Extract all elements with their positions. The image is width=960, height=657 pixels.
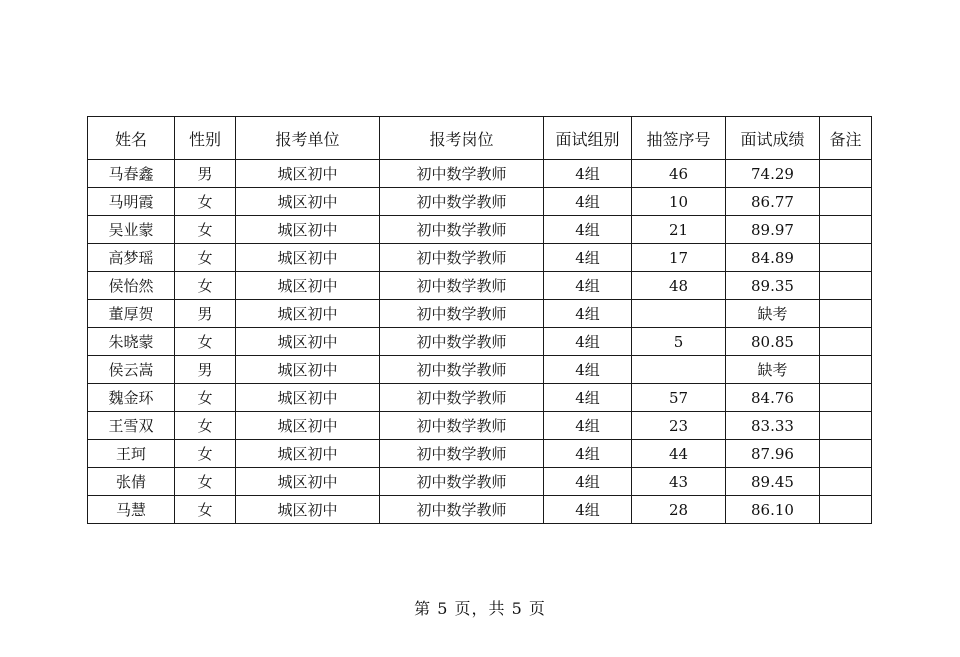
cell-position: 初中数学教师: [380, 160, 544, 188]
cell-group: 4组: [544, 412, 632, 440]
cell-score: 86.77: [726, 188, 820, 216]
cell-unit: 城区初中: [236, 216, 380, 244]
cell-draw-number: 21: [632, 216, 726, 244]
cell-score: 83.33: [726, 412, 820, 440]
cell-draw-number: 48: [632, 272, 726, 300]
cell-position: 初中数学教师: [380, 300, 544, 328]
cell-draw-number: 46: [632, 160, 726, 188]
cell-remarks: [820, 216, 872, 244]
cell-group: 4组: [544, 468, 632, 496]
cell-gender: 女: [175, 328, 236, 356]
cell-position: 初中数学教师: [380, 384, 544, 412]
table-row: [88, 356, 872, 384]
cell-draw-number: 43: [632, 468, 726, 496]
table-header-row: [88, 117, 872, 160]
cell-draw-number: 44: [632, 440, 726, 468]
cell-draw-number: [632, 300, 726, 328]
cell-group: 4组: [544, 272, 632, 300]
header-unit: 报考单位: [236, 117, 380, 160]
header-draw-number: 抽签序号: [632, 117, 726, 160]
header-group: 面试组别: [544, 117, 632, 160]
cell-remarks: [820, 160, 872, 188]
cell-unit: 城区初中: [236, 244, 380, 272]
cell-draw-number: [632, 356, 726, 384]
interview-results-table: [87, 116, 872, 524]
cell-name: 吴业蒙: [88, 216, 175, 244]
cell-gender: 女: [175, 496, 236, 524]
cell-remarks: [820, 328, 872, 356]
table-row: [88, 384, 872, 412]
cell-unit: 城区初中: [236, 188, 380, 216]
cell-position: 初中数学教师: [380, 468, 544, 496]
cell-draw-number: 10: [632, 188, 726, 216]
cell-name: 高梦瑶: [88, 244, 175, 272]
header-name: 姓名: [88, 117, 175, 160]
cell-unit: 城区初中: [236, 468, 380, 496]
cell-position: 初中数学教师: [380, 356, 544, 384]
cell-remarks: [820, 496, 872, 524]
cell-gender: 女: [175, 216, 236, 244]
cell-position: 初中数学教师: [380, 496, 544, 524]
cell-draw-number: 23: [632, 412, 726, 440]
table-row: [88, 412, 872, 440]
cell-score: 84.76: [726, 384, 820, 412]
cell-unit: 城区初中: [236, 328, 380, 356]
cell-unit: 城区初中: [236, 440, 380, 468]
cell-position: 初中数学教师: [380, 412, 544, 440]
cell-remarks: [820, 188, 872, 216]
cell-unit: 城区初中: [236, 496, 380, 524]
cell-score: 89.45: [726, 468, 820, 496]
cell-position: 初中数学教师: [380, 272, 544, 300]
cell-name: 马春鑫: [88, 160, 175, 188]
cell-name: 朱晓蒙: [88, 328, 175, 356]
cell-draw-number: 57: [632, 384, 726, 412]
cell-group: 4组: [544, 440, 632, 468]
cell-name: 马慧: [88, 496, 175, 524]
cell-unit: 城区初中: [236, 300, 380, 328]
cell-gender: 男: [175, 160, 236, 188]
cell-gender: 男: [175, 300, 236, 328]
cell-name: 张倩: [88, 468, 175, 496]
header-gender: 性别: [175, 117, 236, 160]
cell-name: 侯怡然: [88, 272, 175, 300]
header-score: 面试成绩: [726, 117, 820, 160]
cell-group: 4组: [544, 496, 632, 524]
table-row: [88, 300, 872, 328]
cell-group: 4组: [544, 384, 632, 412]
cell-gender: 女: [175, 272, 236, 300]
cell-gender: 女: [175, 440, 236, 468]
cell-score: 86.10: [726, 496, 820, 524]
cell-position: 初中数学教师: [380, 244, 544, 272]
cell-score: 80.85: [726, 328, 820, 356]
cell-position: 初中数学教师: [380, 328, 544, 356]
cell-group: 4组: [544, 300, 632, 328]
cell-score: 89.35: [726, 272, 820, 300]
cell-remarks: [820, 356, 872, 384]
cell-group: 4组: [544, 244, 632, 272]
cell-score: 84.89: [726, 244, 820, 272]
table-row: [88, 496, 872, 524]
cell-score: 缺考: [726, 300, 820, 328]
cell-unit: 城区初中: [236, 412, 380, 440]
cell-remarks: [820, 244, 872, 272]
cell-remarks: [820, 412, 872, 440]
table-row: [88, 188, 872, 216]
cell-remarks: [820, 384, 872, 412]
cell-score: 74.29: [726, 160, 820, 188]
cell-position: 初中数学教师: [380, 440, 544, 468]
cell-name: 王雪双: [88, 412, 175, 440]
cell-group: 4组: [544, 188, 632, 216]
cell-group: 4组: [544, 160, 632, 188]
cell-gender: 女: [175, 412, 236, 440]
cell-name: 王珂: [88, 440, 175, 468]
table-row: [88, 468, 872, 496]
cell-gender: 女: [175, 384, 236, 412]
cell-group: 4组: [544, 356, 632, 384]
cell-remarks: [820, 440, 872, 468]
table-row: [88, 244, 872, 272]
cell-draw-number: 17: [632, 244, 726, 272]
table-body: [88, 160, 872, 524]
cell-position: 初中数学教师: [380, 216, 544, 244]
cell-unit: 城区初中: [236, 160, 380, 188]
table-row: [88, 216, 872, 244]
cell-unit: 城区初中: [236, 384, 380, 412]
cell-score: 缺考: [726, 356, 820, 384]
table-row: [88, 328, 872, 356]
cell-group: 4组: [544, 328, 632, 356]
header-remarks: 备注: [820, 117, 872, 160]
cell-unit: 城区初中: [236, 356, 380, 384]
cell-unit: 城区初中: [236, 272, 380, 300]
header-position: 报考岗位: [380, 117, 544, 160]
cell-remarks: [820, 300, 872, 328]
cell-draw-number: 28: [632, 496, 726, 524]
cell-score: 87.96: [726, 440, 820, 468]
cell-name: 侯云嵩: [88, 356, 175, 384]
cell-position: 初中数学教师: [380, 188, 544, 216]
cell-name: 马明霞: [88, 188, 175, 216]
cell-remarks: [820, 468, 872, 496]
cell-draw-number: 5: [632, 328, 726, 356]
page-number: 第 5 页，共 5 页: [414, 599, 546, 618]
cell-name: 魏金环: [88, 384, 175, 412]
cell-score: 89.97: [726, 216, 820, 244]
cell-gender: 男: [175, 356, 236, 384]
cell-gender: 女: [175, 468, 236, 496]
table-row: [88, 160, 872, 188]
cell-group: 4组: [544, 216, 632, 244]
cell-gender: 女: [175, 188, 236, 216]
cell-remarks: [820, 272, 872, 300]
table-row: [88, 440, 872, 468]
table-row: [88, 272, 872, 300]
cell-gender: 女: [175, 244, 236, 272]
cell-name: 董厚贺: [88, 300, 175, 328]
